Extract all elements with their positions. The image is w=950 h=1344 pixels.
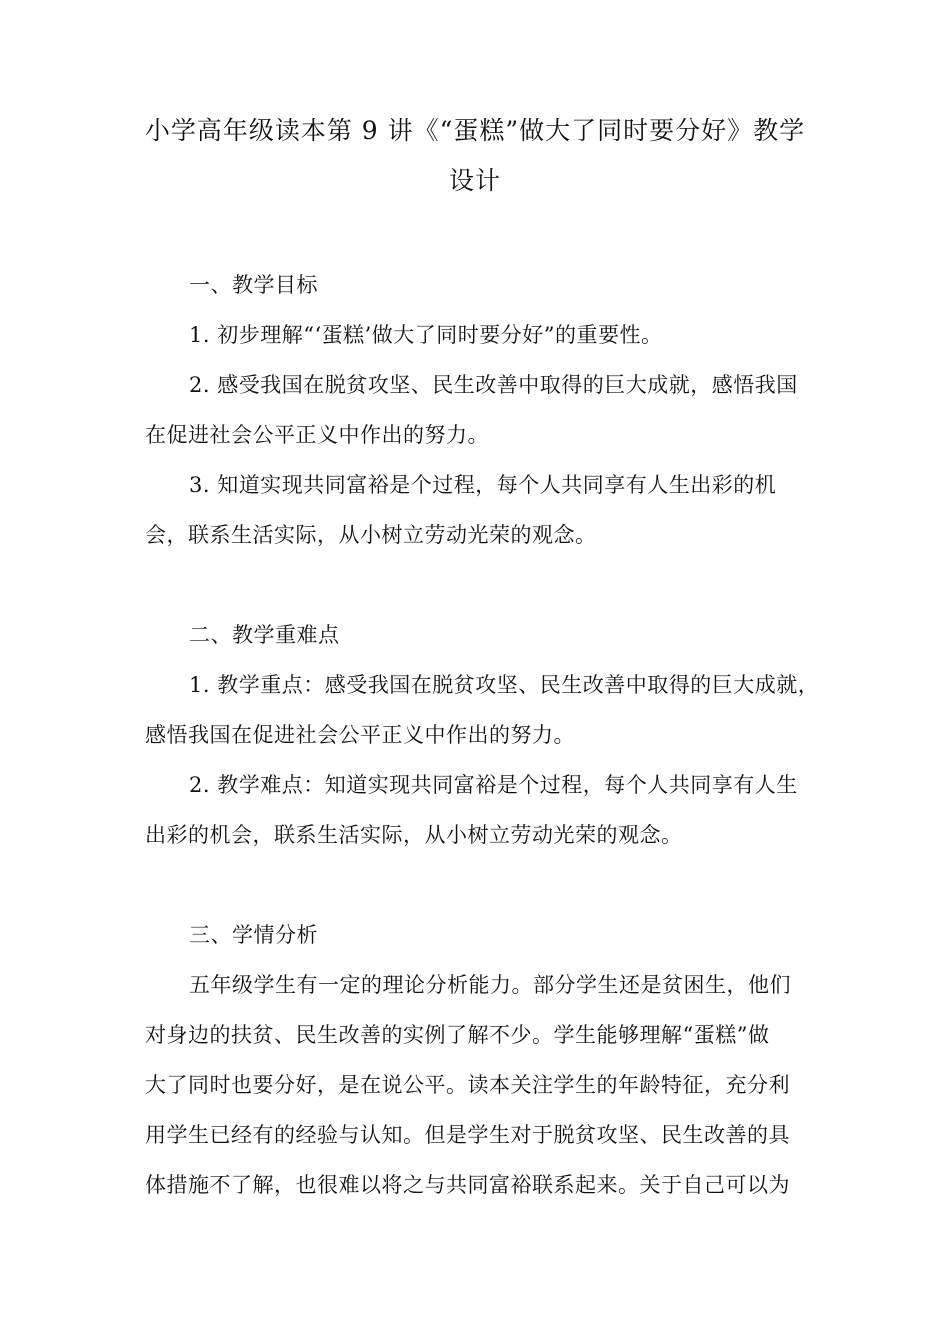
paragraph-line: 会，联系生活实际，从小树立劳动光荣的观念。	[145, 523, 597, 547]
paragraph-line: 五年级学生有一定的理论分析能力。部分学生还是贫困生，他们	[189, 973, 791, 997]
paragraph-line: 在促进社会公平正义中作出的努力。	[145, 423, 489, 447]
title-line-1: 小学高年级读本第 9 讲《“蛋糕”做大了同时要分好》教学	[144, 116, 806, 145]
paragraph-line: 大了同时也要分好，是在说公平。读本关注学生的年龄特征，充分利	[145, 1073, 790, 1097]
paragraph-line: 3. 知道实现共同富裕是个过程，每个人共同享有人生出彩的机	[189, 473, 777, 497]
paragraph-line: 1. 教学重点：感受我国在脱贫攻坚、民生改善中取得的巨大成就，	[189, 673, 820, 697]
paragraph-line: 感悟我国在促进社会公平正义中作出的努力。	[145, 723, 575, 747]
paragraph-line: 2. 感受我国在脱贫攻坚、民生改善中取得的巨大成就，感悟我国	[189, 373, 798, 397]
paragraph-line: 对身边的扶贫、民生改善的实例了解不少。学生能够理解“蛋糕”做	[145, 1023, 770, 1047]
paragraph-line: 体措施不了解，也很难以将之与共同富裕联系起来。关于自己可以为	[145, 1173, 790, 1197]
section-heading-key-points: 二、教学重难点	[189, 623, 340, 647]
document-body	[145, 0, 820, 1344]
paragraph-line: 用学生已经有的经验与认知。但是学生对于脱贫攻坚、民生改善的具	[145, 1123, 790, 1147]
title-line-2: 设计	[448, 166, 501, 195]
paragraph-line: 1. 初步理解“‘蛋糕’做大了同时要分好”的重要性。	[189, 323, 663, 347]
paragraph-line: 2. 教学难点：知道实现共同富裕是个过程，每个人共同享有人生	[189, 773, 798, 797]
paragraph-line: 出彩的机会，联系生活实际，从小树立劳动光荣的观念。	[145, 823, 683, 847]
section-heading-objectives: 一、教学目标	[189, 273, 318, 297]
section-heading-student-analysis: 三、学情分析	[189, 923, 318, 947]
